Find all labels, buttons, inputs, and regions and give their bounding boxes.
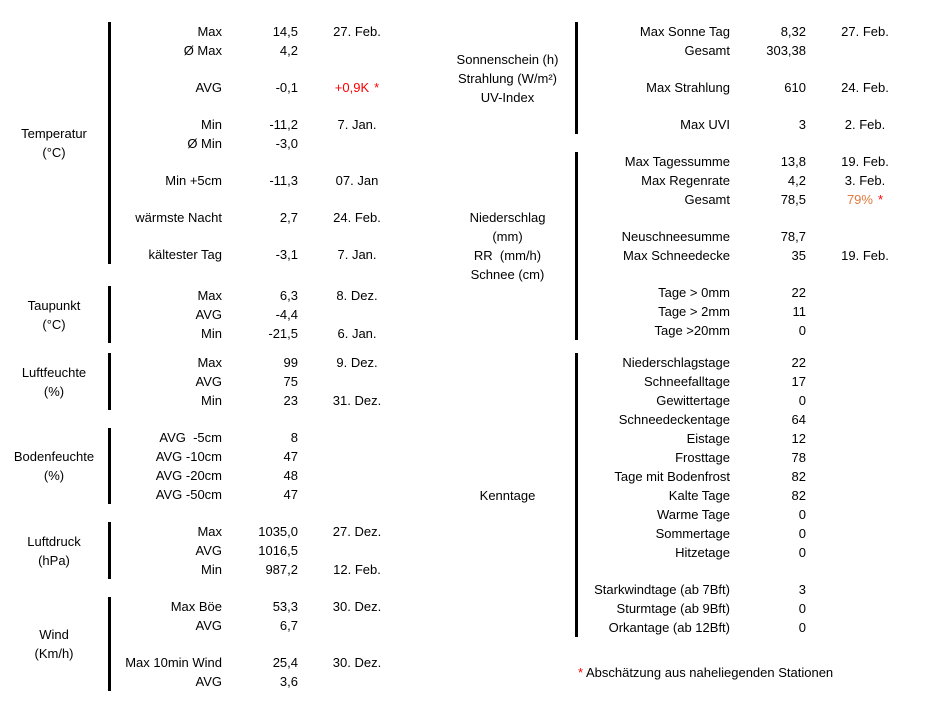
section-kenntage	[440, 353, 936, 637]
row-date	[806, 391, 924, 410]
row-date-text: 8. Dez.	[336, 288, 378, 303]
row-value: 53,3	[272, 599, 298, 614]
row-value: 6,7	[279, 618, 298, 633]
row-value: 22	[791, 285, 806, 300]
data-row	[578, 486, 924, 505]
row-value: 0	[798, 526, 806, 541]
data-row	[578, 152, 924, 171]
estimate-asterisk: *	[877, 192, 884, 207]
data-row	[578, 505, 924, 524]
row-label: Ø Min	[187, 136, 222, 151]
section-rows	[111, 522, 416, 579]
row-date-text: 19. Feb.	[841, 154, 889, 169]
row-date	[806, 321, 924, 340]
row-label: Min	[201, 326, 222, 341]
row-label: Gesamt	[684, 43, 730, 58]
data-row	[578, 22, 924, 41]
data-row	[578, 353, 924, 372]
section-label-line: Luftdruck	[27, 533, 81, 549]
section-label-line: (mm)	[492, 229, 523, 244]
row-date	[298, 522, 416, 541]
data-row	[111, 171, 416, 190]
data-row	[578, 190, 924, 209]
data-row	[578, 599, 924, 618]
data-row	[111, 597, 416, 616]
data-row	[578, 372, 924, 391]
footnote	[578, 663, 833, 682]
row-value: 17	[791, 374, 806, 389]
row-label: Max UVI	[680, 117, 730, 132]
row-value: 82	[791, 488, 806, 503]
row-date	[298, 597, 416, 616]
row-date	[298, 171, 416, 190]
row-gap	[111, 60, 416, 78]
row-label: AVG	[195, 543, 222, 558]
data-row	[578, 391, 924, 410]
row-value: 35	[791, 248, 806, 263]
row-label: Max Strahlung	[646, 80, 730, 95]
row-label: Min	[201, 117, 222, 132]
section-sonnenschein-strahlung-uv	[440, 22, 936, 134]
row-value: 14,5	[272, 24, 298, 39]
row-value: 4,2	[279, 43, 298, 58]
row-date	[298, 541, 416, 560]
row-value: 0	[798, 601, 806, 616]
row-value: 75	[283, 374, 298, 389]
row-date	[298, 372, 416, 391]
section-rows	[111, 286, 416, 343]
row-value: 47	[283, 449, 298, 464]
row-date	[806, 580, 924, 599]
row-label: Max Schneedecke	[623, 248, 730, 263]
row-label: AVG	[195, 307, 222, 322]
data-row	[111, 353, 416, 372]
data-row	[578, 171, 924, 190]
row-date	[298, 305, 416, 324]
row-value: 22	[791, 355, 806, 370]
row-date-text: 7. Jan.	[337, 117, 377, 132]
row-label: Niederschlagstage	[622, 355, 730, 370]
section-label-line: (%)	[43, 468, 65, 483]
data-row	[111, 391, 416, 410]
section-label-line: Bodenfeuchte	[13, 449, 95, 464]
row-value: 78,7	[780, 229, 806, 244]
row-date	[298, 324, 416, 343]
data-row	[111, 672, 416, 691]
row-label: Max Böe	[170, 599, 222, 614]
section-label	[0, 353, 108, 410]
row-label: wärmste Nacht	[135, 210, 222, 225]
section-label-line: UV-Index	[480, 89, 535, 105]
row-value: 64	[791, 412, 806, 427]
section-label	[0, 597, 108, 691]
row-value: 99	[283, 355, 298, 370]
data-row	[111, 78, 416, 97]
row-date	[298, 286, 416, 305]
row-date-text: 9. Dez.	[336, 355, 378, 370]
row-value: 4,2	[787, 173, 806, 188]
row-label: Max	[197, 24, 222, 39]
data-row	[578, 618, 924, 637]
row-value: 1016,5	[258, 543, 298, 558]
row-date	[806, 599, 924, 618]
section-label	[440, 353, 575, 637]
data-row	[578, 283, 924, 302]
data-row	[111, 560, 416, 579]
row-date-text: 07. Jan	[335, 173, 379, 188]
section-luftdruck	[0, 522, 440, 579]
data-row	[578, 543, 924, 562]
data-row	[111, 522, 416, 541]
row-date-text: 2. Feb.	[844, 117, 886, 132]
section-luftfeuchte	[0, 353, 440, 410]
row-date	[298, 78, 416, 97]
row-value: 0	[798, 507, 806, 522]
row-date	[298, 134, 416, 153]
row-date	[806, 283, 924, 302]
row-value: 610	[784, 80, 806, 95]
section-label-line: Wind	[39, 627, 69, 642]
row-date	[806, 190, 924, 209]
row-value: 6,3	[279, 288, 298, 303]
row-date	[298, 466, 416, 485]
section-label-line: (°C)	[42, 316, 66, 332]
row-date-text: 31. Dez.	[332, 393, 382, 408]
row-label: Eistage	[686, 431, 730, 446]
row-date	[806, 246, 924, 265]
row-value: 8,32	[780, 24, 806, 39]
section-niederschlag-schnee	[440, 152, 936, 340]
row-date	[298, 115, 416, 134]
data-row	[111, 22, 416, 41]
row-label: Starkwindtage (ab 7Bft)	[594, 582, 730, 597]
row-label: Kalte Tage	[668, 488, 730, 503]
row-label: Hitzetage	[675, 545, 730, 560]
row-date	[298, 391, 416, 410]
data-row	[111, 541, 416, 560]
row-label: Gesamt	[684, 192, 730, 207]
row-date	[298, 653, 416, 672]
section-label	[440, 22, 575, 134]
row-value: 3	[798, 582, 806, 597]
row-date	[806, 171, 924, 190]
row-label: Min +5cm	[165, 173, 222, 188]
row-date	[298, 560, 416, 579]
row-label: Orkantage (ab 12Bft)	[608, 620, 730, 635]
section-wind	[0, 597, 440, 691]
row-date-text: 27. Feb.	[333, 24, 381, 39]
row-date-text: 30. Dez.	[332, 599, 382, 614]
section-rows	[578, 152, 924, 340]
row-date-text: 7. Jan.	[337, 247, 377, 262]
row-label: AVG -5cm	[159, 430, 222, 445]
data-row	[111, 305, 416, 324]
section-temperatur	[0, 22, 440, 264]
row-gap	[578, 265, 924, 283]
row-label: Warme Tage	[657, 507, 730, 522]
section-label-line: Sonnenschein (h)	[456, 51, 559, 67]
row-gap	[578, 60, 924, 78]
section-label	[0, 22, 108, 264]
row-date	[298, 672, 416, 691]
row-label: Frosttage	[675, 450, 730, 465]
data-row	[111, 286, 416, 305]
row-label: Tage mit Bodenfrost	[614, 469, 730, 484]
row-date	[806, 227, 924, 246]
row-label: Gewittertage	[656, 393, 730, 408]
row-label: Max Tagessumme	[624, 154, 730, 169]
section-rows	[578, 353, 924, 637]
row-gap	[111, 227, 416, 245]
data-row	[111, 466, 416, 485]
row-label: AVG	[195, 80, 222, 95]
row-label: Tage > 2mm	[658, 304, 730, 319]
row-value: 48	[283, 468, 298, 483]
section-label	[0, 428, 108, 504]
row-label: Max 10min Wind	[125, 655, 222, 670]
row-date-text: 3. Feb.	[844, 173, 886, 188]
row-date	[806, 543, 924, 562]
data-row	[111, 41, 416, 60]
row-date	[298, 616, 416, 635]
row-date-text: 24. Feb.	[841, 80, 889, 95]
row-value: 78,5	[780, 192, 806, 207]
row-value: 78	[791, 450, 806, 465]
data-row	[578, 448, 924, 467]
row-value: -21,5	[268, 326, 298, 341]
row-value: 11	[792, 304, 806, 319]
row-date	[298, 208, 416, 227]
row-value: 0	[798, 393, 806, 408]
row-label: Max Regenrate	[641, 173, 730, 188]
row-date	[806, 429, 924, 448]
section-label-line: Kenntage	[479, 487, 536, 503]
row-date	[298, 41, 416, 60]
row-label: Min	[201, 562, 222, 577]
footnote-asterisk: *	[578, 665, 584, 680]
row-date	[298, 22, 416, 41]
row-value: 82	[791, 469, 806, 484]
section-label-line: Taupunkt	[27, 297, 81, 313]
row-value: 47	[283, 487, 298, 502]
section-label-line: Strahlung (W/m²)	[458, 70, 557, 86]
row-date-text: 24. Feb.	[333, 210, 381, 225]
row-label: Sommertage	[655, 526, 730, 541]
row-value: 0	[798, 545, 806, 560]
row-date-text: 27. Feb.	[841, 24, 889, 39]
row-date	[806, 78, 924, 97]
row-date	[806, 448, 924, 467]
row-value: 2,7	[279, 210, 298, 225]
data-row	[578, 429, 924, 448]
data-row	[578, 115, 924, 134]
row-gap	[578, 209, 924, 227]
data-row	[111, 115, 416, 134]
data-row	[578, 246, 924, 265]
data-row	[578, 227, 924, 246]
row-value: 3,6	[279, 674, 298, 689]
section-label-line: (Km/h)	[34, 646, 74, 661]
section-rows	[111, 22, 416, 264]
section-label-line: Luftfeuchte	[21, 364, 87, 380]
row-label: Tage > 0mm	[658, 285, 730, 300]
data-row	[578, 467, 924, 486]
data-row	[111, 208, 416, 227]
row-value: 0	[798, 323, 806, 338]
row-date	[298, 485, 416, 504]
row-value: 0	[798, 620, 806, 635]
row-label: Sturmtage (ab 9Bft)	[616, 601, 730, 616]
row-gap	[111, 97, 416, 115]
section-label-line: Temperatur	[21, 126, 87, 141]
row-label: Max Sonne Tag	[639, 24, 730, 39]
row-date-text: +0,9K	[334, 80, 370, 95]
data-row	[578, 41, 924, 60]
data-row	[111, 447, 416, 466]
row-label: Max	[197, 355, 222, 370]
row-value: -11,2	[269, 117, 298, 132]
row-date	[806, 618, 924, 637]
data-row	[578, 302, 924, 321]
section-label-line: Schnee (cm)	[470, 267, 545, 282]
data-row	[578, 410, 924, 429]
row-value: 987,2	[265, 562, 298, 577]
estimate-asterisk: *	[374, 80, 380, 95]
row-value: 1035,0	[258, 524, 298, 539]
row-date	[298, 353, 416, 372]
section-rows	[578, 22, 924, 134]
row-value: 25,4	[272, 655, 298, 670]
data-row	[111, 428, 416, 447]
section-label	[0, 522, 108, 579]
row-value: 13,8	[780, 154, 806, 169]
row-date	[298, 245, 416, 264]
data-row	[578, 78, 924, 97]
row-date	[806, 302, 924, 321]
data-row	[111, 245, 416, 264]
row-value: -4,4	[275, 307, 298, 322]
section-bodenfeuchte	[0, 428, 440, 504]
right-column	[440, 0, 936, 706]
section-rows	[111, 353, 416, 410]
row-label: Min	[201, 393, 222, 408]
row-gap	[111, 190, 416, 208]
footnote-text: Abschätzung aus naheliegenden Stationen	[583, 665, 834, 680]
row-gap	[111, 635, 416, 653]
row-date	[806, 410, 924, 429]
row-gap	[111, 153, 416, 171]
row-label: AVG -50cm	[155, 487, 222, 502]
row-date	[298, 428, 416, 447]
row-gap	[578, 562, 924, 580]
row-label: Schneefalltage	[643, 374, 730, 389]
row-value: 12	[791, 431, 806, 446]
row-value: 23	[283, 393, 298, 408]
row-date	[806, 22, 924, 41]
row-date	[298, 447, 416, 466]
row-label: Max	[197, 524, 222, 539]
row-date-text: 19. Feb.	[841, 248, 889, 263]
row-date	[806, 524, 924, 543]
row-date	[806, 467, 924, 486]
data-row	[111, 653, 416, 672]
data-row	[111, 372, 416, 391]
row-label: AVG	[195, 618, 222, 633]
row-value: -0,1	[275, 80, 298, 95]
data-row	[578, 524, 924, 543]
section-taupunkt	[0, 286, 440, 343]
row-date-text: 12. Feb.	[333, 562, 381, 577]
data-row	[578, 580, 924, 599]
row-date	[806, 41, 924, 60]
row-date	[806, 152, 924, 171]
section-label-line: (°C)	[42, 145, 66, 160]
row-date-text: 30. Dez.	[332, 655, 382, 670]
section-label-line: Niederschlag	[469, 210, 546, 225]
row-gap	[578, 97, 924, 115]
data-row	[111, 616, 416, 635]
section-label-line: RR (mm/h)	[473, 248, 542, 263]
data-row	[111, 485, 416, 504]
row-date	[806, 115, 924, 134]
row-label: Max	[197, 288, 222, 303]
row-value: 303,38	[766, 43, 806, 58]
row-value: 3	[798, 117, 806, 132]
row-label: AVG	[195, 674, 222, 689]
row-date-text: 6. Jan.	[337, 326, 377, 341]
section-rows	[111, 428, 416, 504]
section-label-line: (hPa)	[38, 552, 70, 568]
row-value: -3,1	[275, 247, 298, 262]
row-label: Tage >20mm	[654, 323, 730, 338]
row-value: 8	[290, 430, 298, 445]
row-date-text: 27. Dez.	[332, 524, 382, 539]
section-label-line: (%)	[43, 383, 65, 399]
row-label: kältester Tag	[148, 247, 222, 262]
data-row	[111, 324, 416, 343]
row-date-text: 79%	[846, 192, 873, 207]
row-date	[806, 372, 924, 391]
row-label: AVG -10cm	[155, 449, 222, 464]
row-label: AVG	[195, 374, 222, 389]
section-rows	[111, 597, 416, 691]
row-label: Schneedeckentage	[618, 412, 730, 427]
section-label	[440, 152, 575, 340]
row-label: Ø Max	[183, 43, 222, 58]
row-label: Neuschneesumme	[621, 229, 730, 244]
row-value: -11,3	[269, 173, 298, 188]
row-date	[806, 353, 924, 372]
row-value: -3,0	[275, 136, 298, 151]
left-column	[0, 0, 440, 706]
section-label	[0, 286, 108, 343]
row-date	[806, 505, 924, 524]
data-row	[578, 321, 924, 340]
row-date	[806, 486, 924, 505]
data-row	[111, 134, 416, 153]
row-label: AVG -20cm	[155, 468, 222, 483]
